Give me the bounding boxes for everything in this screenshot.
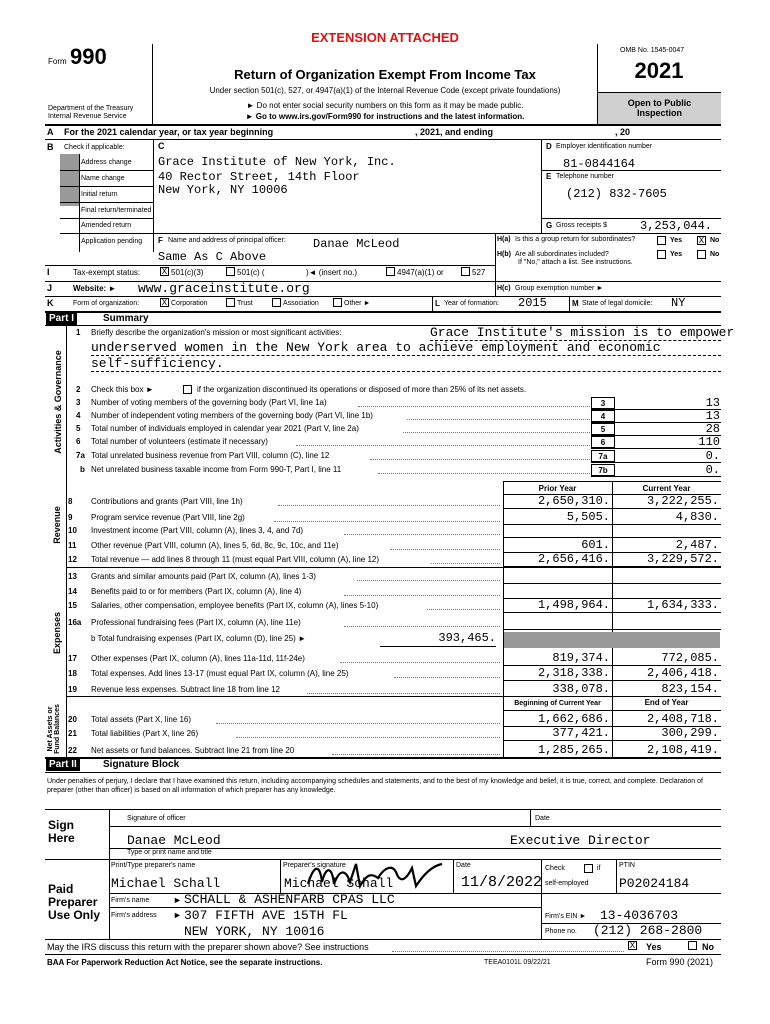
fin-line-num: 13 [68, 572, 77, 581]
self-employed-label: self-employed [545, 880, 589, 887]
line-k-label: K [47, 298, 54, 308]
opt-501c-insert: )◄ (insert no.) [306, 268, 358, 277]
discuss-question: May the IRS discuss this return with the preparer shown above? See instructions [47, 942, 369, 952]
fin-line-rule [503, 583, 721, 584]
prior-year-value: 1,662,686. [537, 712, 610, 726]
gov-line-num: 7a [76, 451, 85, 460]
telephone-label: Telephone number [556, 173, 614, 180]
line1-num: 1 [76, 328, 81, 337]
fin-line-leader [274, 521, 500, 522]
telephone-value: (212) 832-7605 [566, 187, 667, 201]
fin-line-leader [390, 549, 500, 550]
mission-line2: underserved women in the New York area to achieve employment and economic [91, 340, 661, 355]
year-formation-label: Year of formation: [444, 300, 499, 307]
fin-line-text: Grants and similar amounts paid (Part IX, column (A), lines 1-3) [91, 572, 316, 581]
current-year-value: 300,299. [661, 726, 719, 740]
prior-year-value: 2,656,416. [537, 552, 610, 566]
sign-here-1: Sign [48, 818, 74, 832]
firm-name-arrow: ► [173, 895, 182, 905]
tax-year: 2021 [634, 58, 684, 83]
firm-ein: 13-4036703 [600, 908, 679, 923]
gov-line-leader [296, 445, 590, 446]
fin-line-num: 21 [68, 729, 77, 738]
paid-2: Preparer [48, 895, 98, 909]
prep-signature-text: Michael Schall [284, 876, 394, 891]
fin-line-text: Total assets (Part X, line 16) [91, 715, 192, 724]
association-checkbox[interactable] [272, 298, 281, 307]
gov-line-value: 13 [705, 409, 720, 423]
gov-line-num: 6 [76, 437, 81, 446]
line16b-value: 393,465. [438, 631, 496, 645]
current-year-value: 823,154. [661, 682, 719, 696]
prior-year-value: 2,318,338. [537, 666, 610, 680]
hb-yes: Yes [670, 251, 683, 258]
fin-line-num: 12 [68, 555, 77, 564]
gov-line-text: Number of independent voting members of the governing body (Part VI, line 1b) [91, 411, 373, 420]
fin-line-leader [340, 662, 500, 663]
fin-line-rule [503, 524, 721, 525]
prior-year-value: 2,650,310. [537, 494, 610, 508]
fin-line-num: 20 [68, 715, 77, 724]
ein-value: 81-0844164 [563, 157, 636, 171]
form-title: Return of Organization Exempt From Income Tax [234, 67, 536, 82]
ha-yes-checkbox[interactable] [657, 236, 666, 245]
form-code: TEEA0101L 09/22/21 [484, 959, 551, 966]
fin-line-leader [344, 595, 500, 596]
opt-final-return[interactable]: Final return/terminated [81, 207, 152, 214]
check-if-applicable: Check if applicable: [64, 144, 125, 151]
gov-line-value: 0. [705, 463, 720, 477]
prior-year-value: 338,078. [552, 682, 610, 696]
ptin-value: P02024184 [619, 876, 690, 891]
open-public-2: Inspection [636, 108, 682, 118]
side-activities-governance: Activities & Governance [53, 350, 63, 454]
fin-line-text: Professional fundraising fees (Part IX, column (A), line 11e) [91, 618, 301, 627]
preparer-phone: (212) 268-2800 [593, 923, 703, 938]
dept-treasury: Department of the Treasury [48, 105, 134, 112]
fin-line-leader [216, 723, 501, 724]
fin-line-leader [344, 626, 500, 627]
gov-line-box: 7b [591, 464, 615, 476]
opt-association: Association [283, 300, 319, 307]
line-a-label: A [47, 127, 54, 137]
fin-line-text: Other expenses (Part IX, column (A), lines 11a-11d, 11f-24e) [91, 654, 305, 663]
fin-line-rule [503, 508, 721, 509]
fin-line-num: 10 [68, 526, 77, 535]
fin-line-text: Program service revenue (Part VIII, line 2g) [91, 513, 245, 522]
prior-year-value: 601. [581, 538, 610, 552]
website-value[interactable]: www.graceinstitute.org [138, 281, 310, 296]
fin-line-text: Total liabilities (Part X, line 26) [91, 729, 199, 738]
prep-date: 11/8/2022 [461, 874, 543, 891]
line-a-mid: , 2021, and ending [415, 127, 494, 137]
goto-instructions: ► Go to www.irs.gov/Form990 for instructions and the latest information. [245, 112, 525, 121]
part1-title: Summary [103, 313, 149, 324]
gov-line-box: 3 [591, 397, 615, 409]
fin-line-leader [431, 563, 500, 564]
gov-line-num: b [80, 465, 85, 474]
gov-line-text: Total number of volunteers (estimate if necessary) [91, 437, 268, 446]
gov-line-leader [407, 419, 590, 420]
ha-no-checkbox[interactable]: X [698, 236, 705, 246]
fin-line-leader [344, 534, 500, 535]
form-org-label: Form of organization: [73, 300, 140, 307]
baa-notice: BAA For Paperwork Reduction Act Notice, see the separate instructions. [47, 958, 323, 967]
fin-line-text: Net assets or fund balances. Subtract line 21 from line 20 [91, 746, 295, 755]
prep-sig-label: Preparer's signature [283, 862, 346, 869]
form-reference: Form 990 (2021) [646, 957, 714, 967]
part2-title: Signature Block [103, 759, 180, 770]
line-i-label: I [47, 267, 50, 277]
fin-line-rule [503, 740, 721, 741]
part1-label: Part I [46, 312, 77, 325]
state-domicile-label: State of legal domicile: [582, 300, 653, 307]
line-j-label: J [47, 283, 53, 293]
prior-year-value: 5,505. [566, 510, 610, 524]
opt-other: Other ► [344, 300, 371, 307]
check-label: Check [545, 865, 565, 872]
if-label: if [597, 865, 601, 872]
line16b-text: b Total fundraising expenses (Part IX, column (D), line 25) ► [91, 634, 306, 643]
fin-line-leader [278, 505, 500, 506]
fin-line-rule [503, 629, 721, 630]
current-year-value: 772,085. [661, 651, 719, 665]
fin-line-num: 9 [68, 513, 73, 522]
gov-line-value: 13 [705, 396, 720, 410]
line16b-shade [504, 632, 720, 648]
mission-line1: Grace Institute's mission is to empower [430, 325, 735, 340]
fin-line-num: 11 [68, 541, 77, 550]
extension-banner: EXTENSION ATTACHED [311, 30, 459, 45]
current-year-value: 2,487. [675, 538, 719, 552]
gov-line-text: Total unrelated business revenue from Part VIII, column (C), line 12 [91, 451, 330, 460]
gross-receipts-value: 3,253,044. [640, 219, 713, 233]
check-box-shade [60, 154, 79, 206]
fin-line-leader [236, 737, 500, 738]
fin-line-text: Total expenses. Add lines 13-17 (must equal Part IX, column (A), line 25) [91, 669, 349, 678]
gov-line-leader [370, 459, 590, 460]
fin-line-text: Investment income (Part VIII, column (A), lines 3, 4, and 7d) [91, 526, 304, 535]
side-expenses: Expenses [52, 611, 62, 655]
gov-line-num: 4 [76, 411, 81, 420]
line-b-label: B [47, 142, 54, 152]
discontinued-checkbox[interactable] [183, 385, 192, 394]
gov-line-leader [358, 406, 591, 407]
fin-line-num: 14 [68, 587, 77, 596]
hb-yes-checkbox[interactable] [657, 250, 666, 259]
hb-no: No [710, 251, 720, 258]
current-year-header: Current Year [642, 484, 691, 493]
fin-line-num: 22 [68, 746, 77, 755]
ha-no: No [710, 237, 720, 244]
gov-line-box: 4 [591, 410, 615, 422]
principal-officer-name: Danae McLeod [313, 237, 400, 251]
type-print-label: Type or print name and title [127, 849, 212, 856]
state-domicile-value: NY [671, 296, 686, 310]
gov-line-rule [591, 476, 721, 477]
org-city: New York, NY 10006 [158, 183, 288, 197]
gov-line-box: 5 [591, 423, 615, 435]
irs-label: Internal Revenue Service [48, 113, 127, 120]
current-year-value: 2,408,718. [646, 712, 719, 726]
line-e-label: E [546, 172, 552, 181]
current-year-value: 1,634,333. [646, 598, 719, 612]
501c-checkbox[interactable] [226, 267, 235, 276]
penalties-statement: Under penalties of perjury, I declare that I have examined this return, including accompanying schedules and statements, and to the best of my knowledge and belief, it is true, correct, and complete. Declaration of preparer (other than officer) is based on all information of which preparer has any knowledge. [47, 778, 703, 794]
fin-line-leader [427, 609, 500, 610]
paid-3: Use Only [48, 908, 101, 922]
opt-name-change[interactable]: Name change [81, 175, 125, 182]
hb-no-checkbox[interactable] [697, 250, 706, 259]
paid-1: Paid [48, 882, 74, 896]
principal-officer-address: Same As C Above [158, 250, 267, 264]
prior-year-value: 819,374. [552, 651, 610, 665]
firm-address-arrow: ► [173, 910, 182, 920]
fin-line-num: 17 [68, 654, 77, 663]
line2-rest: if the organization discontinued its operations or disposed of more than 25% of its net assets. [197, 385, 527, 394]
side-revenue: Revenue [52, 506, 62, 544]
gov-line-box: 6 [591, 436, 615, 448]
sign-here-2: Here [48, 831, 75, 845]
hb-text: Are all subordinates included? [515, 251, 609, 258]
opt-trust: Trust [237, 300, 253, 307]
gov-line-value: 28 [705, 422, 720, 436]
fin-line-num: 8 [68, 497, 73, 506]
ptin-label: PTIN [619, 862, 635, 869]
fin-line-leader [394, 677, 500, 678]
side-net-assets: Net Assets or Fund Balances [47, 704, 61, 754]
open-public-1: Open to Public [627, 98, 692, 108]
org-name: Grace Institute of New York, Inc. [158, 155, 396, 169]
fin-line-text: Other revenue (Part VIII, column (A), lines 5, 6d, 8c, 9c, 10c, and 11e) [91, 541, 339, 550]
opt-initial-return[interactable]: Initial return [81, 191, 118, 198]
website-label: Website: ► [73, 284, 117, 293]
discuss-no: No [702, 942, 714, 952]
opt-501c3: 501(c)(3) [171, 268, 204, 277]
gov-line-text: Net unrelated business taxable income from Form 990-T, Part I, line 11 [91, 465, 342, 474]
part2-label: Part II [46, 758, 80, 771]
form-number: 990 [70, 44, 107, 69]
fin-line-text: Total revenue — add lines 8 through 11 (must equal Part VIII, column (A), line 12) [91, 555, 379, 564]
line2-num: 2 [76, 385, 81, 394]
current-year-value: 2,406,418. [646, 666, 719, 680]
4947-checkbox[interactable] [386, 267, 395, 276]
current-year-value: 3,229,572. [646, 552, 719, 566]
phone-label: Phone no. [545, 928, 577, 935]
line-c-label: C [158, 141, 165, 151]
527-checkbox[interactable] [461, 267, 470, 276]
fin-line-rule [503, 612, 721, 613]
line1-text: Briefly describe the organization's mission or most significant activities: [91, 328, 342, 337]
line-m-label: M [572, 299, 579, 308]
opt-501c: 501(c) ( [237, 268, 265, 277]
prep-name-label: Print/Type preparer's name [111, 862, 196, 869]
opt-corporation: Corporation [171, 300, 208, 307]
fin-line-num: 19 [68, 685, 77, 694]
other-checkbox[interactable] [333, 298, 342, 307]
prior-year-value: 1,498,964. [537, 598, 610, 612]
fin-line-num: 16a [68, 618, 82, 627]
form-word: Form [48, 57, 67, 66]
opt-address-change[interactable]: Address change [81, 159, 132, 166]
line-g-label: G [546, 221, 553, 230]
gov-line-leader [403, 432, 590, 433]
principal-officer-label: Name and address of principal officer: [168, 237, 286, 244]
prior-year-value: 1,285,265. [537, 743, 610, 757]
fin-line-text: Revenue less expenses. Subtract line 18 from line 12 [91, 685, 280, 694]
officer-name: Danae McLeod [127, 833, 221, 848]
gross-receipts-label: Gross receipts $ [556, 222, 607, 229]
tax-exempt-label: Tax-exempt status: [73, 268, 141, 277]
fin-line-text: Contributions and grants (Part VIII, line 1h) [91, 497, 243, 506]
corporation-checkbox[interactable]: X [161, 298, 168, 308]
fin-line-text: Salaries, other compensation, employee benefits (Part IX, column (A), lines 5-10) [91, 601, 379, 610]
ha-text: Is this a group return for subordinates? [515, 236, 636, 243]
mission-line3: self-sufficiency. [91, 356, 224, 371]
discuss-yes: Yes [646, 942, 662, 952]
hc-label: H(c) [497, 285, 511, 292]
current-year-value: 4,830. [675, 510, 719, 524]
fin-line-num: 15 [68, 601, 77, 610]
org-street: 40 Rector Street, 14th Floor [158, 170, 360, 184]
line-d-label: D [546, 142, 552, 151]
prep-date-label: Date [456, 862, 471, 869]
opt-4947: 4947(a)(1) or [397, 268, 444, 277]
line2-text: Check this box ► [91, 385, 154, 394]
firm-address-2: NEW YORK, NY 10016 [184, 924, 325, 939]
line-f-label: F [158, 236, 163, 245]
hc-text: Group exemption number ► [515, 285, 604, 292]
opt-527: 527 [472, 268, 486, 277]
opt-amended-return[interactable]: Amended return [81, 222, 132, 229]
gov-line-text: Number of voting members of the governing body (Part VI, line 1a) [91, 398, 327, 407]
fin-line-leader [307, 693, 500, 694]
fin-line-text: Benefits paid to or for members (Part IX, column (A), line 4) [91, 587, 302, 596]
preparer-signature-graphic [300, 858, 450, 894]
501c3-checkbox[interactable]: X [161, 267, 168, 277]
firm-address-label: Firm's address [111, 912, 157, 919]
gov-line-value: 0. [705, 449, 720, 463]
firm-name: SCHALL & ASHENFARB CPAS LLC [184, 892, 395, 907]
fin-line-rule [503, 680, 721, 681]
year-formation-value: 2015 [518, 296, 547, 310]
prior-year-header: Prior Year [538, 484, 577, 493]
eoy-header: End of Year [644, 698, 689, 707]
gov-line-box: 7a [591, 450, 615, 462]
gov-line-leader [378, 473, 590, 474]
ha-label: H(a) [497, 236, 511, 243]
current-year-value: 2,108,419. [646, 743, 719, 757]
opt-application-pending[interactable]: Application pending [81, 238, 143, 245]
discuss-yes-checkbox[interactable]: X [629, 941, 636, 951]
prep-name: Michael Schall [111, 876, 221, 891]
fin-line-leader [357, 580, 500, 581]
sig-officer-label: Signature of officer [127, 815, 186, 822]
gov-line-num: 5 [76, 424, 81, 433]
prior-year-value: 377,421. [552, 726, 610, 740]
fin-line-num: 18 [68, 669, 77, 678]
line-a-end: , 20 [615, 127, 631, 137]
discuss-no-checkbox[interactable] [688, 941, 697, 950]
gov-line-text: Total number of individuals employed in calendar year 2021 (Part V, line 2a) [91, 424, 359, 433]
firm-name-label: Firm's name [111, 897, 150, 904]
under-section: Under section 501(c), 527, or 4947(a)(1) of the Internal Revenue Code (except private foundations) [209, 86, 561, 95]
line-a-text: For the 2021 calendar year, or tax year beginning [64, 127, 274, 137]
hb-label: H(b) [497, 251, 511, 258]
officer-title: Executive Director [510, 833, 651, 848]
self-employed-checkbox[interactable] [584, 864, 593, 873]
line-l-label: L [435, 299, 440, 308]
current-year-value: 3,222,255. [646, 494, 719, 508]
firm-address-1: 307 FIFTH AVE 15TH FL [184, 908, 348, 923]
boy-header: Beginning of Current Year [514, 700, 601, 707]
fin-line-leader [332, 754, 500, 755]
ha-yes: Yes [670, 237, 683, 244]
hb-note: If "No," attach a list. See instructions. [518, 259, 633, 266]
gov-line-num: 3 [76, 398, 81, 407]
ssn-warning: ► Do not enter social security numbers on this form as it may be made public. [246, 101, 524, 110]
ein-label: Employer identification number [556, 143, 653, 150]
firm-ein-label: Firm's EIN ► [545, 913, 587, 920]
sig-date-label: Date [535, 815, 550, 822]
gov-line-value: 110 [698, 435, 720, 449]
trust-checkbox[interactable] [226, 298, 235, 307]
omb-number: OMB No. 1545-0047 [620, 47, 685, 54]
